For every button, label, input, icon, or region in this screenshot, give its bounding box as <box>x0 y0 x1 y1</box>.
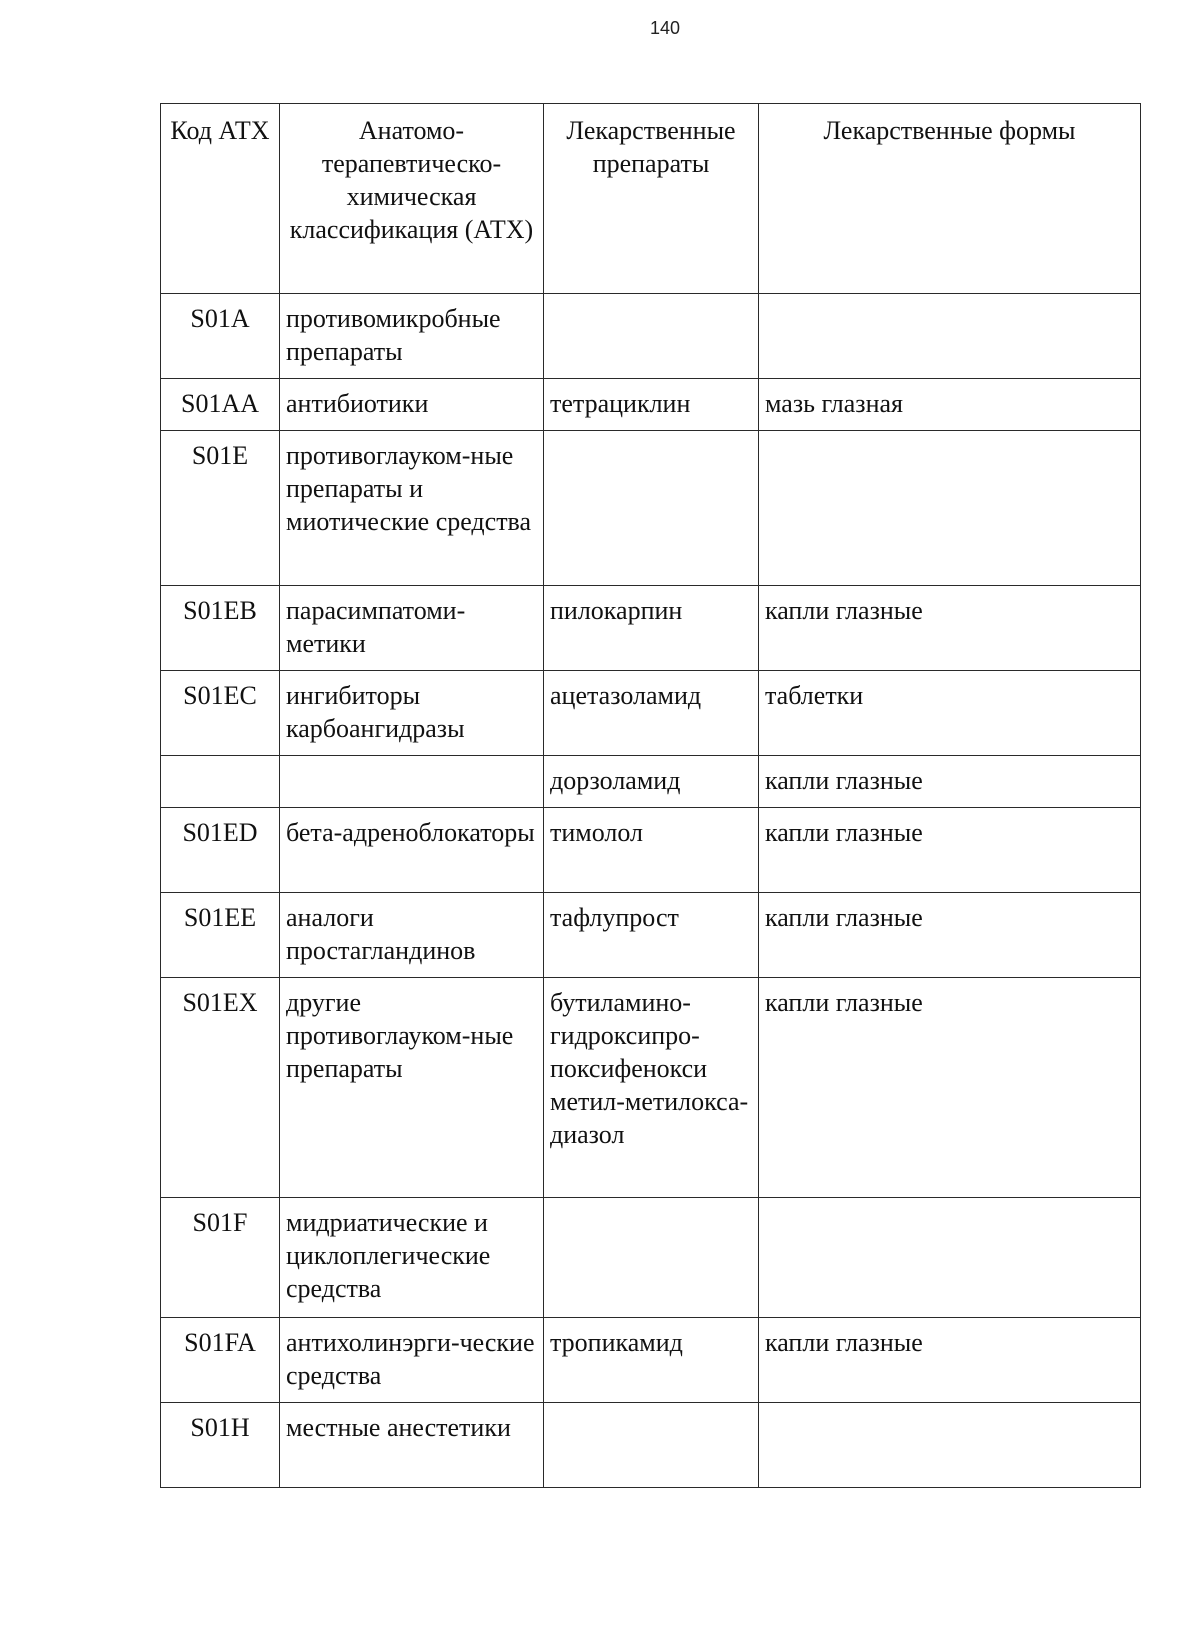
table-row <box>161 1403 1141 1488</box>
cell-classification: ингибиторы карбоангидразы <box>280 671 544 756</box>
table-row <box>161 893 1141 978</box>
cell-form <box>759 1198 1141 1318</box>
header-forms: Лекарственные формы <box>759 104 1141 294</box>
cell-drug <box>544 431 759 586</box>
table-row <box>161 1198 1141 1318</box>
cell-code: S01EE <box>161 893 280 978</box>
table-row <box>161 586 1141 671</box>
table-row <box>161 379 1141 431</box>
cell-classification: местные анестетики <box>280 1403 544 1488</box>
table-row <box>161 431 1141 586</box>
cell-drug: тетрациклин <box>544 379 759 431</box>
cell-drug: тимолол <box>544 808 759 893</box>
cell-form: капли глазные <box>759 586 1141 671</box>
cell-drug: дорзоламид <box>544 756 759 808</box>
atc-table <box>160 103 1141 1488</box>
cell-form <box>759 1403 1141 1488</box>
cell-code: S01A <box>161 294 280 379</box>
cell-form <box>759 431 1141 586</box>
cell-form: капли глазные <box>759 808 1141 893</box>
cell-form <box>759 294 1141 379</box>
cell-code: S01FA <box>161 1318 280 1403</box>
cell-drug: ацетазоламид <box>544 671 759 756</box>
cell-form: таблетки <box>759 671 1141 756</box>
header-drugs: Лекарственные препараты <box>544 104 759 294</box>
cell-code: S01EB <box>161 586 280 671</box>
table-row <box>161 294 1141 379</box>
cell-form: мазь глазная <box>759 379 1141 431</box>
table-row <box>161 808 1141 893</box>
table-header-row <box>161 104 1141 294</box>
cell-drug <box>544 1403 759 1488</box>
cell-form: капли глазные <box>759 756 1141 808</box>
cell-classification: аналоги простагландинов <box>280 893 544 978</box>
cell-classification: парасимпатоми-метики <box>280 586 544 671</box>
cell-classification <box>280 756 544 808</box>
cell-code: S01F <box>161 1198 280 1318</box>
header-classification: Анатомо-терапевтическо-химическая классификация (АТХ) <box>280 104 544 294</box>
page-number: 140 <box>649 18 681 38</box>
table-row <box>161 978 1141 1198</box>
cell-classification: другие противоглауком-ные препараты <box>280 978 544 1198</box>
cell-code: S01AA <box>161 379 280 431</box>
cell-classification: антихолинэрги-ческие средства <box>280 1318 544 1403</box>
cell-drug: бутиламино-гидроксипро-поксифенокси метил-метилокса-диазол <box>544 978 759 1198</box>
table-row <box>161 671 1141 756</box>
cell-code: S01ED <box>161 808 280 893</box>
cell-classification: противоглауком-ные препараты и миотические средства <box>280 431 544 586</box>
cell-form: капли глазные <box>759 978 1141 1198</box>
cell-drug <box>544 294 759 379</box>
cell-code <box>161 756 280 808</box>
table-row <box>161 756 1141 808</box>
cell-form: капли глазные <box>759 893 1141 978</box>
cell-form: капли глазные <box>759 1318 1141 1403</box>
cell-classification: мидриатические и циклоплегические средства <box>280 1198 544 1318</box>
table-row <box>161 1318 1141 1403</box>
cell-classification: антибиотики <box>280 379 544 431</box>
cell-drug: тропикамид <box>544 1318 759 1403</box>
cell-code: S01E <box>161 431 280 586</box>
cell-drug: тафлупрост <box>544 893 759 978</box>
cell-classification: противомикробные препараты <box>280 294 544 379</box>
cell-code: S01EC <box>161 671 280 756</box>
cell-drug: пилокарпин <box>544 586 759 671</box>
cell-code: S01EX <box>161 978 280 1198</box>
cell-code: S01H <box>161 1403 280 1488</box>
cell-drug <box>544 1198 759 1318</box>
header-code: Код АТХ <box>161 104 280 294</box>
cell-classification: бета-адреноблокаторы <box>280 808 544 893</box>
